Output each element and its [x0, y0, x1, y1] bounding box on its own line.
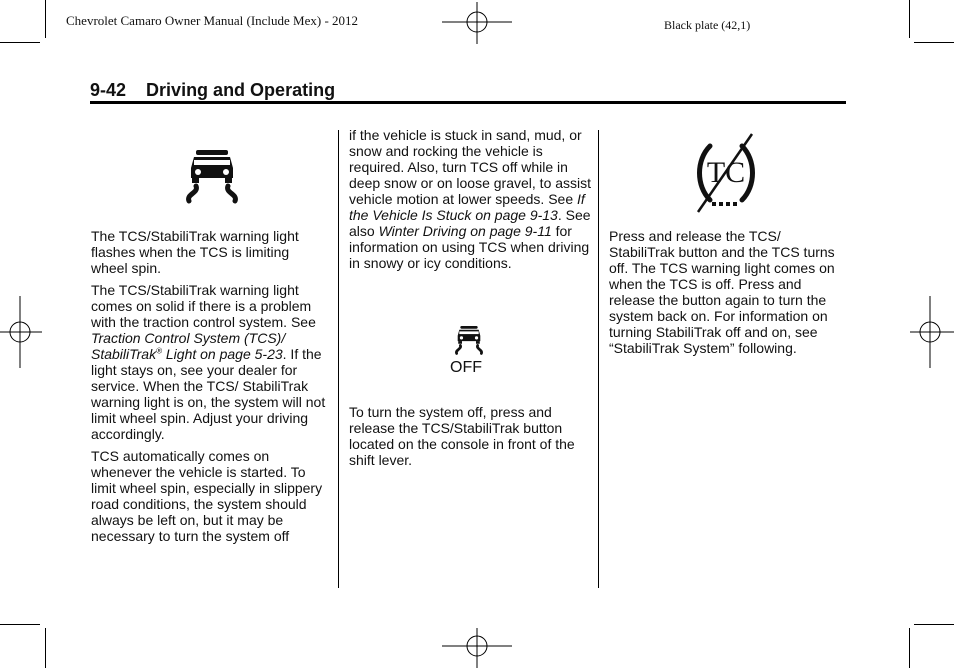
crop-mark — [45, 628, 46, 668]
tc-symbol: TC — [706, 156, 746, 189]
column-divider — [338, 130, 339, 588]
cross-reference: If the Vehicle Is Stuck on page 9-13 — [349, 191, 585, 223]
crop-mark — [45, 0, 46, 38]
paragraph: TCS automatically comes on whenever the vehicle is started. To limit wheel spin, especially in slippery road conditions, the system should always be left on, but it may be necessary to turn the system off — [91, 448, 323, 544]
crop-mark — [914, 42, 954, 43]
registration-mark-icon — [440, 624, 514, 668]
column-divider — [598, 130, 599, 588]
tcs-off-button-icon — [455, 322, 483, 358]
crop-mark — [909, 628, 910, 668]
off-label: OFF — [450, 359, 482, 376]
registration-mark-icon — [440, 2, 514, 46]
traction-control-warning-icon — [186, 148, 238, 204]
cross-reference-text: Light on page 5-23 — [162, 346, 283, 362]
crop-mark — [914, 624, 954, 625]
paragraph — [91, 282, 329, 442]
cross-reference — [91, 330, 285, 362]
column-1 — [91, 228, 329, 550]
page-number: 9-42 — [90, 80, 127, 100]
crop-mark — [0, 42, 40, 43]
registered-mark: ® — [156, 346, 162, 356]
crop-mark — [0, 624, 40, 625]
body-text: . See also — [349, 207, 591, 239]
body-text: . If the light stays on, see your dealer for service. When the TCS/ StabiliTrak warning light is on, the system will not limit wheel spin. Adjust your driving accordingly. — [91, 346, 326, 442]
crop-mark — [909, 0, 910, 38]
registration-mark-icon — [0, 296, 42, 368]
body-text: if the vehicle is stuck in sand, mud, or snow and rocking the vehicle is required. Also, turn TCS off while in deep snow or on loose gravel, to assist vehicle motion at lower speeds. See — [349, 127, 592, 207]
cross-reference: Winter Driving on page 9-11 — [378, 223, 552, 239]
registration-mark-icon — [910, 296, 954, 368]
paragraph — [349, 127, 593, 271]
section-title: Driving and Operating — [146, 80, 336, 100]
paragraph: To turn the system off, press and release the TCS/StabiliTrak button located on the console in front of the shift lever. — [349, 404, 575, 468]
column-2-lower — [349, 404, 593, 474]
section-rule — [90, 101, 846, 104]
paragraph: The TCS/StabiliTrak warning light flashes when the TCS is limiting wheel spin. — [91, 228, 299, 276]
cross-reference-text: Traction Control System (TCS)/ StabiliTrak — [91, 330, 286, 362]
tcs-off-indicator-icon — [692, 132, 760, 214]
section-heading — [90, 80, 335, 101]
body-text: for information on using TCS when driving in snowy or icy conditions. — [349, 223, 590, 271]
column-2 — [349, 127, 593, 277]
document-header: Chevrolet Camaro Owner Manual (Include Mex) - 2012 — [66, 13, 359, 28]
column-3 — [609, 228, 849, 362]
paragraph: Press and release the TCS/ StabiliTrak button and the TCS turns off. The TCS warning light comes on when the TCS is off. Press and release the button again to turn the system back on. For information on turning StabiliTrak off and on, see “StabiliTrak System” following. — [609, 228, 835, 356]
plate-label: Black plate (42,1) — [664, 18, 751, 32]
body-text: The TCS/StabiliTrak warning light comes on solid if there is a problem with the traction control system. See — [91, 282, 316, 330]
